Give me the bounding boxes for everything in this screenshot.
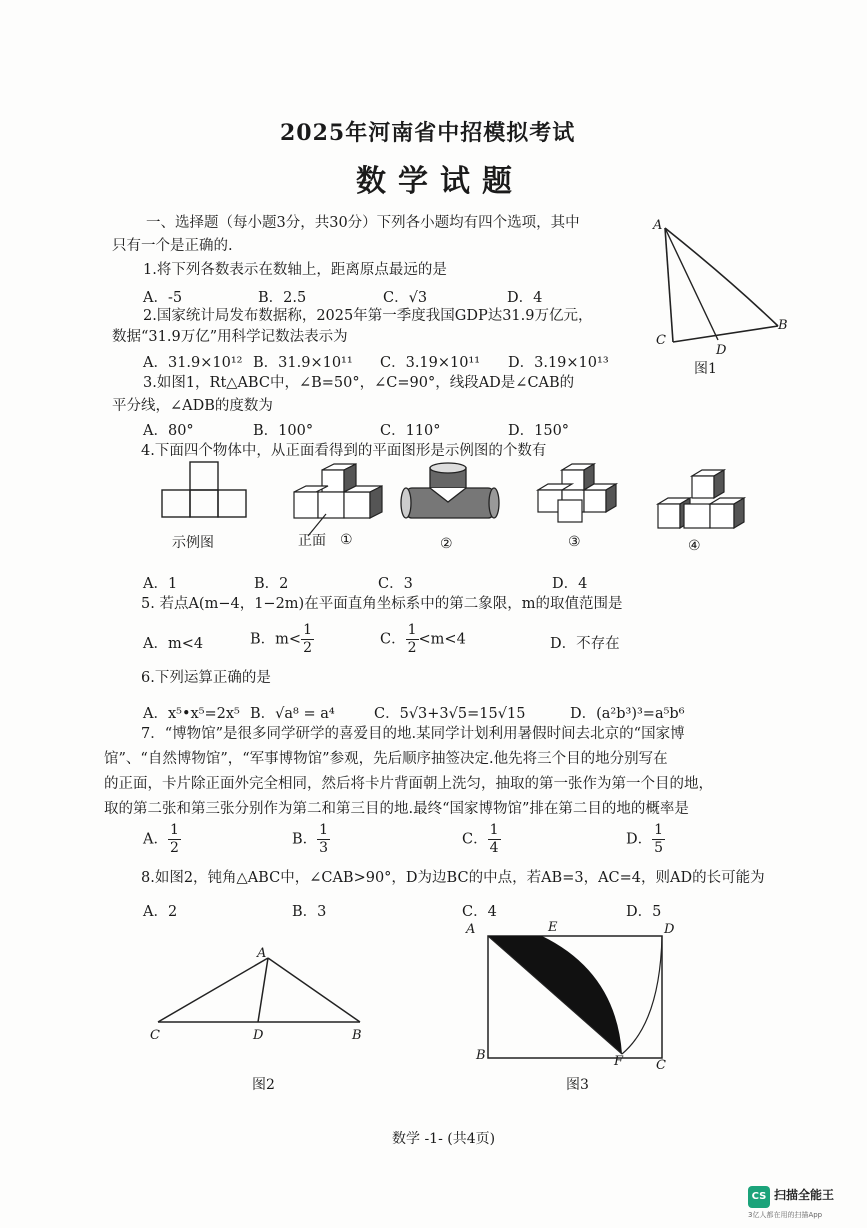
sqrt3: √3 <box>408 290 428 306</box>
q3-option-a: A．80° <box>143 423 194 439</box>
object-2-label: ② <box>440 536 453 552</box>
q3-option-b: B．100° <box>253 423 314 439</box>
q5-option-b: B．m< $\frac{1}{2}$ <box>250 622 312 656</box>
q1-option-a: A．-5 <box>143 290 183 306</box>
example-label: 示例图 <box>172 535 214 551</box>
q2-stem-line2: 数据“31.9万亿”用科学记数法表示为 <box>112 329 348 345</box>
q8-option-d: D．5 <box>626 904 662 920</box>
q4-stem: 4.下面四个物体中，从正面看得到的平面图形是示例图的个数有 <box>141 443 547 459</box>
q2-option-d: D．3.19×10¹³ <box>508 355 609 371</box>
fig2-label-c: C <box>150 1028 160 1043</box>
section-intro-line1: 一、选择题（每小题3分，共30分）下列各小题均有四个选项，其中 <box>146 215 580 231</box>
q2-stem-line1: 2.国家统计局发布数据称，2025年第一季度我国GDP达31.9万亿元， <box>143 308 593 324</box>
object-4-cubes <box>654 470 754 540</box>
q7-line2: 馆”、“自然博物馆”，“军事博物馆”参观，先后顺序抽签决定.他先将三个目的地分别写在 <box>104 751 668 767</box>
q8-option-c: C．4 <box>462 904 497 920</box>
object-3-cubes <box>532 462 632 532</box>
q6-option-b: B．√a⁸ = a⁴ <box>250 706 335 722</box>
q8-option-b: B．3 <box>292 904 327 920</box>
q7-option-b: B． $\frac{1}{3}$ <box>292 822 329 856</box>
q2-option-c: C．3.19×10¹¹ <box>380 355 481 371</box>
fig3-label-d: D <box>664 922 675 937</box>
q3-option-d: D．150° <box>508 423 570 439</box>
q4-option-a: A．1 <box>143 576 178 592</box>
fig1-label-a: A <box>653 218 663 233</box>
example-view-diagram <box>160 462 250 522</box>
figure-2-diagram <box>150 950 370 1030</box>
exam-title: 2025年河南省中招模拟考试 <box>280 120 576 146</box>
q7-option-a: A． $\frac{1}{2}$ <box>143 822 179 856</box>
scanner-watermark <box>748 1180 858 1220</box>
fig1-label-c: C <box>656 333 666 348</box>
q7-line1: 7．“博物馆”是很多同学研学的喜爱目的地.某同学计划利用暑假时间去北京的“国家博 <box>141 726 685 742</box>
half-fraction: $\frac{1}{2}$ <box>407 622 417 656</box>
object-4-label: ④ <box>688 538 701 554</box>
q6-option-c: C．5√3+3√5=15√15 <box>374 706 526 722</box>
fig3-label-c: C <box>656 1058 666 1073</box>
q5-stem: 5. 若点A(m−4，1−2m)在平面直角坐标系中的第二象限，m的取值范围是 <box>141 596 623 612</box>
scanner-logo-icon: CS <box>748 1186 770 1208</box>
section-intro-line2: 只有一个是正确的. <box>112 238 233 254</box>
q3-stem-line1: 3.如图1，Rt△ABC中，∠B=50°，∠C=90°，线段AD是∠CAB的 <box>143 375 575 391</box>
fig2-label-b: B <box>352 1028 362 1043</box>
scanner-app-name: 扫描全能王 <box>774 1188 835 1202</box>
q7-option-d: D． $\frac{1}{5}$ <box>626 822 664 856</box>
q4-option-c: C．3 <box>378 576 413 592</box>
figure-3-diagram <box>486 932 666 1062</box>
q7-line4: 取的第二张和第三张分别作为第二和第三目的地.最终“国家博物馆”排在第二目的地的概率是 <box>104 801 689 817</box>
fig3-label-a: A <box>466 922 476 937</box>
fig2-caption: 图2 <box>252 1077 275 1093</box>
q6-option-d: D．(a²b³)³=a⁵b⁶ <box>570 706 685 722</box>
q8-option-a: A．2 <box>143 904 178 920</box>
q3-stem-line2: 平分线，∠ADB的度数为 <box>112 398 273 414</box>
fig2-label-a: A <box>257 946 267 961</box>
q2-option-a: A．31.9×10¹² <box>143 355 243 371</box>
q3-option-c: C．110° <box>380 423 441 439</box>
q5-option-d: D．不存在 <box>550 636 620 652</box>
fig2-label-d: D <box>253 1028 264 1043</box>
fig3-label-b: B <box>476 1048 486 1063</box>
page-footer: 数学 -1- (共4页) <box>392 1131 496 1147</box>
q1-stem: 1.将下列各数表示在数轴上，距离原点最远的是 <box>143 262 447 278</box>
fig3-caption: 图3 <box>566 1077 589 1093</box>
q4-option-b: B．2 <box>254 576 289 592</box>
front-label: 正面 <box>298 533 326 549</box>
fig1-caption: 图1 <box>694 361 717 377</box>
fig3-label-e: E <box>548 920 558 935</box>
q6-stem: 6.下列运算正确的是 <box>141 670 271 686</box>
q1-option-b: B．2.5 <box>258 290 307 306</box>
half-fraction: $\frac{1}{2}$ <box>303 622 312 656</box>
q7-line3: 的正面，卡片除正面外完全相同，然后将卡片背面朝上洗匀，抽取的第一张作为第一个目的地， <box>104 776 713 792</box>
q5-option-a: A．m<4 <box>143 636 204 652</box>
q6-option-a: A．x⁵•x⁵=2x⁵ <box>143 706 240 722</box>
fig1-label-b: B <box>778 318 788 333</box>
fig1-label-d: D <box>716 343 727 358</box>
fig3-label-f: F <box>614 1054 624 1069</box>
q4-option-d: D．4 <box>552 576 588 592</box>
q7-option-c: C． $\frac{1}{4}$ <box>462 822 499 856</box>
q2-option-b: B．31.9×10¹¹ <box>253 355 353 371</box>
object-2-pipe <box>400 462 500 532</box>
q8-stem: 8.如图2，钝角△ABC中，∠CAB>90°，D为边BC的中点，若AB=3，AC=4，则AD的长可能为 <box>141 870 765 886</box>
object-3-label: ③ <box>568 534 581 550</box>
scanner-app-tagline: 3亿人都在用的扫描App <box>748 1211 823 1219</box>
subject-title: 数学试题 <box>356 164 524 199</box>
object-1-label: ① <box>340 532 353 548</box>
q1-option-c: C．√3 <box>383 290 428 306</box>
q1-option-d: D．4 <box>507 290 543 306</box>
q5-option-c: C． $\frac{1}{2}$ <m<4 <box>380 622 466 656</box>
